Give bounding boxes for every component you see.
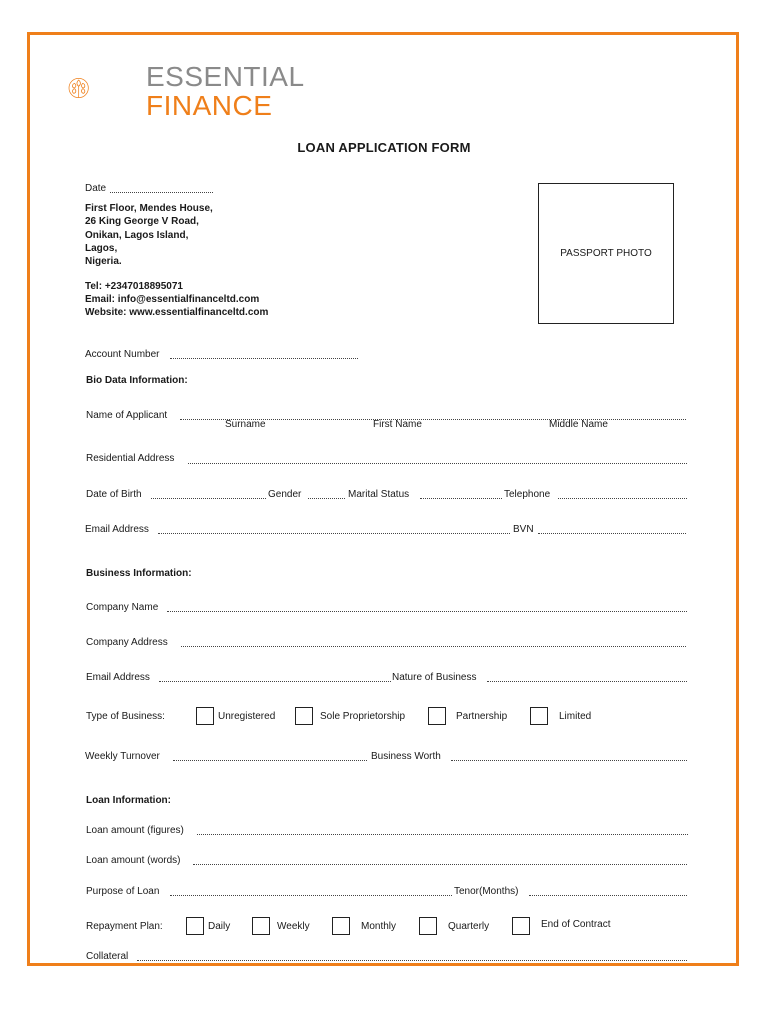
tenor-field[interactable] (529, 895, 687, 896)
limited-label: Limited (559, 711, 592, 722)
brand-name-line2: FINANCE (146, 90, 273, 121)
unregistered-label: Unregistered (218, 711, 276, 722)
brand-name-line1: ESSENTIAL (146, 61, 305, 92)
gender-label: Gender (268, 489, 302, 500)
business-heading: Business Information: (86, 568, 192, 579)
company-name-label: Company Name (86, 602, 159, 613)
surname-caption: Surname (225, 419, 266, 430)
first-name-caption: First Name (373, 419, 422, 430)
monthly-checkbox[interactable] (332, 917, 350, 935)
sole-proprietorship-checkbox[interactable] (295, 707, 313, 725)
partnership-checkbox[interactable] (428, 707, 446, 725)
daily-label: Daily (208, 921, 231, 932)
business-type-label: Type of Business: (86, 711, 165, 722)
loan-amount-figures-label: Loan amount (figures) (86, 825, 184, 836)
address-line-5: Nigeria. (85, 256, 122, 267)
address-line-3: Onikan, Lagos Island, (85, 230, 189, 241)
monthly-label: Monthly (361, 921, 397, 932)
date-of-birth-label: Date of Birth (86, 489, 142, 500)
telephone-label: Telephone (504, 489, 551, 500)
bio-email-field[interactable] (158, 533, 510, 534)
date-field[interactable] (110, 192, 213, 193)
purpose-of-loan-label: Purpose of Loan (86, 886, 160, 897)
address-line-2: 26 King George V Road, (85, 216, 199, 227)
passport-photo-label: PASSPORT PHOTO (560, 248, 652, 259)
date-of-birth-field[interactable] (151, 498, 266, 499)
address-line-1: First Floor, Mendes House, (85, 203, 213, 214)
bio-email-label: Email Address (85, 524, 149, 535)
end-of-contract-checkbox[interactable] (512, 917, 530, 935)
telephone-contact: Tel: +2347018895071 (85, 281, 183, 292)
purpose-of-loan-field[interactable] (170, 895, 452, 896)
account-number-field[interactable] (170, 358, 358, 359)
address-line-4: Lagos, (85, 243, 118, 254)
marital-status-field[interactable] (420, 498, 502, 499)
collateral-field[interactable] (137, 960, 687, 961)
applicant-name-label: Name of Applicant (86, 410, 168, 421)
unregistered-checkbox[interactable] (196, 707, 214, 725)
middle-name-caption: Middle Name (549, 419, 608, 430)
account-number-label: Account Number (85, 349, 160, 360)
gender-field[interactable] (308, 498, 345, 499)
sole-proprietorship-label: Sole Proprietorship (320, 711, 406, 722)
loan-amount-figures-field[interactable] (197, 834, 688, 835)
nature-of-business-field[interactable] (487, 681, 687, 682)
bvn-field[interactable] (538, 533, 686, 534)
quarterly-label: Quarterly (448, 921, 490, 932)
collateral-label: Collateral (86, 951, 129, 962)
loan-amount-words-label: Loan amount (words) (86, 855, 181, 866)
company-address-label: Company Address (86, 637, 168, 648)
end-of-contract-label: End of Contract (541, 919, 611, 930)
weekly-turnover-label: Weekly Turnover (85, 751, 160, 762)
business-email-label: Email Address (86, 672, 150, 683)
business-worth-label: Business Worth (371, 751, 441, 762)
telephone-field[interactable] (558, 498, 687, 499)
daily-checkbox[interactable] (186, 917, 204, 935)
limited-checkbox[interactable] (530, 707, 548, 725)
residential-address-label: Residential Address (86, 453, 175, 464)
website-contact: Website: www.essentialfinanceltd.com (85, 307, 269, 318)
tenor-label: Tenor(Months) (454, 886, 519, 897)
weekly-label: Weekly (277, 921, 310, 932)
partnership-label: Partnership (456, 711, 508, 722)
essential-finance-logo-icon (68, 56, 148, 120)
weekly-checkbox[interactable] (252, 917, 270, 935)
weekly-turnover-field[interactable] (173, 760, 367, 761)
email-contact: Email: info@essentialfinanceltd.com (85, 294, 260, 305)
date-label: Date (85, 183, 107, 194)
repayment-plan-label: Repayment Plan: (86, 921, 163, 932)
passport-photo-box[interactable] (538, 183, 674, 324)
company-name-field[interactable] (167, 611, 687, 612)
bvn-label: BVN (513, 524, 534, 535)
business-worth-field[interactable] (451, 760, 687, 761)
nature-of-business-label: Nature of Business (392, 672, 477, 683)
bio-data-heading: Bio Data Information: (86, 375, 188, 386)
business-email-field[interactable] (159, 681, 391, 682)
marital-status-label: Marital Status (348, 489, 410, 500)
loan-amount-words-field[interactable] (193, 864, 687, 865)
company-address-field[interactable] (181, 646, 686, 647)
loan-heading: Loan Information: (86, 795, 171, 806)
quarterly-checkbox[interactable] (419, 917, 437, 935)
form-title: LOAN APPLICATION FORM (297, 140, 471, 155)
residential-address-field[interactable] (188, 463, 687, 464)
